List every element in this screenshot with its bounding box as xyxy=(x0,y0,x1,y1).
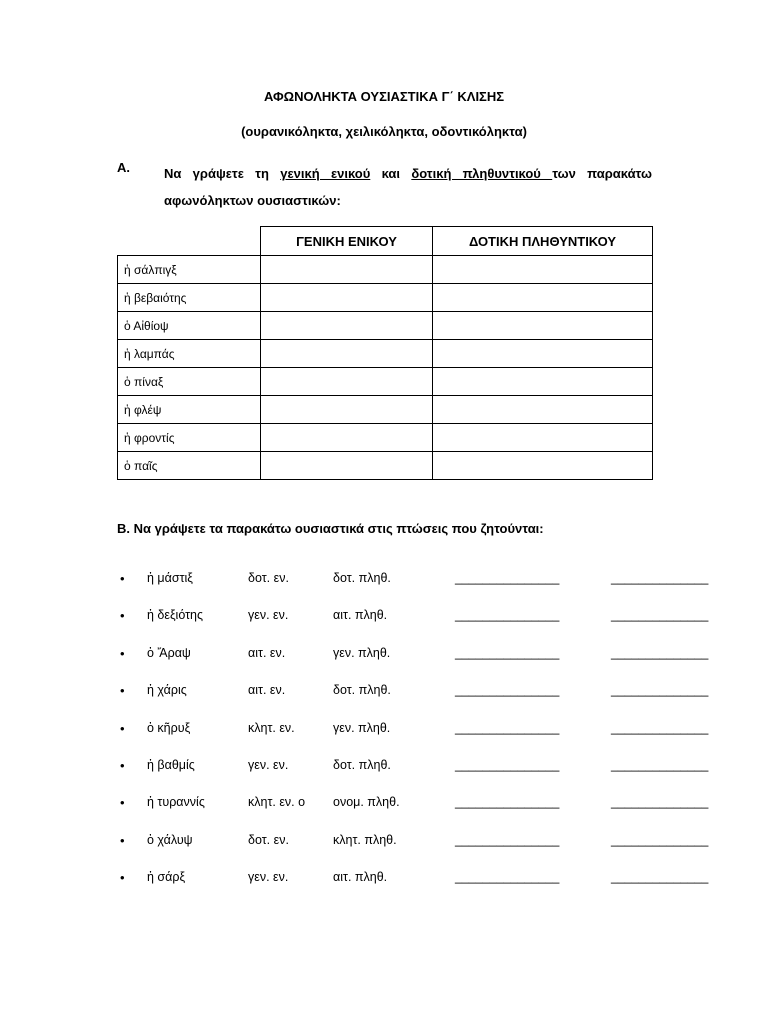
exercise-case-plural: γεν. πληθ. xyxy=(333,721,391,735)
exercise-case-plural: κλητ. πληθ. xyxy=(333,833,397,847)
bullet-icon: • xyxy=(120,795,125,810)
exercise-item xyxy=(0,870,768,890)
dative-answer-cell[interactable] xyxy=(433,340,653,368)
bullet-icon: • xyxy=(120,758,125,773)
instruction-underlined-dative: δοτική πληθυντικού xyxy=(411,166,553,181)
exercise-item xyxy=(0,721,768,741)
answer-blank-plural[interactable]: ______________ xyxy=(611,758,709,772)
answer-blank-plural[interactable]: ______________ xyxy=(611,833,709,847)
bullet-icon: • xyxy=(120,608,125,623)
noun-cell: ὁ πίναξ xyxy=(118,368,261,396)
answer-blank-singular[interactable]: _______________ xyxy=(455,795,560,809)
page-title: ΑΦΩΝΟΛΗΚΤΑ ΟΥΣΙΑΣΤΙΚΑ Γ΄ ΚΛΙΣΗΣ xyxy=(263,89,505,104)
answer-blank-plural[interactable]: ______________ xyxy=(611,795,709,809)
instruction-underlined-genitive: γενική ενικού xyxy=(280,166,371,181)
table-row xyxy=(118,452,653,480)
answer-blank-singular[interactable]: _______________ xyxy=(455,571,560,585)
bullet-icon: • xyxy=(120,833,125,848)
bullet-icon: • xyxy=(120,870,125,885)
genitive-answer-cell[interactable] xyxy=(261,396,433,424)
exercise-case-plural: αιτ. πληθ. xyxy=(333,870,388,884)
noun-cell: ἡ φλέψ xyxy=(118,396,261,424)
table-row xyxy=(118,424,653,452)
genitive-answer-cell[interactable] xyxy=(261,256,433,284)
table-row xyxy=(118,368,653,396)
exercise-item xyxy=(0,758,768,778)
exercise-item xyxy=(0,608,768,628)
bullet-icon: • xyxy=(120,646,125,661)
exercise-noun: ἡ δεξιότης xyxy=(147,608,204,622)
exercise-case-singular: κλητ. εν. xyxy=(248,721,295,735)
table-header-row xyxy=(118,227,653,256)
noun-cell: ἡ φροντίς xyxy=(118,424,261,452)
instruction-text: Να γράψετε τη xyxy=(164,166,281,181)
dative-answer-cell[interactable] xyxy=(433,396,653,424)
section-a-label: Α. xyxy=(117,160,130,175)
header-genitive-singular: ΓΕΝΙΚΗ ΕΝΙΚΟΥ xyxy=(261,227,433,256)
exercise-item xyxy=(0,833,768,853)
dative-answer-cell[interactable] xyxy=(433,424,653,452)
exercise-noun: ἡ μάστιξ xyxy=(147,571,193,585)
section-a-instruction xyxy=(164,160,652,214)
table-row xyxy=(118,340,653,368)
answer-blank-singular[interactable]: _______________ xyxy=(455,646,560,660)
exercise-case-plural: ονομ. πληθ. xyxy=(333,795,400,809)
bullet-icon: • xyxy=(120,571,125,586)
genitive-answer-cell[interactable] xyxy=(261,284,433,312)
instruction-text: και xyxy=(370,166,412,181)
genitive-answer-cell[interactable] xyxy=(261,340,433,368)
exercise-case-plural: δοτ. πληθ. xyxy=(333,571,391,585)
exercise-item xyxy=(0,795,768,815)
genitive-answer-cell[interactable] xyxy=(261,312,433,340)
exercise-case-plural: δοτ. πληθ. xyxy=(333,758,391,772)
exercise-case-plural: δοτ. πληθ. xyxy=(333,683,391,697)
exercise-case-plural: γεν. πληθ. xyxy=(333,646,391,660)
exercise-case-singular: γεν. εν. xyxy=(248,870,289,884)
exercise-noun: ἡ χάρις xyxy=(147,683,187,697)
exercise-case-singular: δοτ. εν. xyxy=(248,833,289,847)
bullet-icon: • xyxy=(120,721,125,736)
exercise-item xyxy=(0,646,768,666)
exercise-case-singular: αιτ. εν. xyxy=(248,646,286,660)
answer-blank-singular[interactable]: _______________ xyxy=(455,721,560,735)
exercise-item xyxy=(0,571,768,591)
answer-blank-singular[interactable]: _______________ xyxy=(455,758,560,772)
header-dative-plural: ΔΟΤΙΚΗ ΠΛΗΘΥΝΤΙΚΟΥ xyxy=(433,227,653,256)
dative-answer-cell[interactable] xyxy=(433,452,653,480)
exercise-noun: ὁ χάλυψ xyxy=(147,833,193,847)
answer-blank-plural[interactable]: ______________ xyxy=(611,870,709,884)
exercise-case-singular: γεν. εν. xyxy=(248,608,289,622)
table-body xyxy=(118,256,653,480)
exercise-case-singular: γεν. εν. xyxy=(248,758,289,772)
dative-answer-cell[interactable] xyxy=(433,284,653,312)
exercise-noun: ἡ τυραννίς xyxy=(147,795,205,809)
table-row xyxy=(118,396,653,424)
dative-answer-cell[interactable] xyxy=(433,368,653,396)
exercise-noun: ὁ κῆρυξ xyxy=(147,721,191,735)
exercise-noun: ἡ σάρξ xyxy=(147,870,186,884)
noun-table xyxy=(117,226,653,480)
answer-blank-plural[interactable]: ______________ xyxy=(611,683,709,697)
dative-answer-cell[interactable] xyxy=(433,312,653,340)
table-row xyxy=(118,312,653,340)
genitive-answer-cell[interactable] xyxy=(261,452,433,480)
page-subtitle: (ουρανικόληκτα, χειλικόληκτα, οδοντικόληκτα) xyxy=(241,124,527,139)
answer-blank-plural[interactable]: ______________ xyxy=(611,646,709,660)
exercise-item xyxy=(0,683,768,703)
noun-cell: ἡ λαμπάς xyxy=(118,340,261,368)
answer-blank-singular[interactable]: _______________ xyxy=(455,870,560,884)
table-row xyxy=(118,256,653,284)
exercise-case-plural: αιτ. πληθ. xyxy=(333,608,388,622)
answer-blank-singular[interactable]: _______________ xyxy=(455,833,560,847)
instruction-text: των παρακάτω αφωνόληκτων ουσιαστικών: xyxy=(164,166,652,208)
answer-blank-singular[interactable]: _______________ xyxy=(455,683,560,697)
answer-blank-plural[interactable]: ______________ xyxy=(611,608,709,622)
noun-cell: ἡ σάλπιγξ xyxy=(118,256,261,284)
bullet-icon: • xyxy=(120,683,125,698)
table-corner-cell xyxy=(118,227,261,256)
noun-cell: ὁ παῖς xyxy=(118,452,261,480)
noun-cell: ἡ βεβαιότης xyxy=(118,284,261,312)
answer-blank-singular[interactable]: _______________ xyxy=(455,608,560,622)
exercise-noun: ἡ βαθμίς xyxy=(147,758,195,772)
section-b-heading: Β. Να γράψετε τα παρακάτω ουσιαστικά στις πτώσεις που ζητούνται: xyxy=(117,521,544,536)
exercise-case-singular: κλητ. εν. ο xyxy=(248,795,306,809)
exercise-case-singular: αιτ. εν. xyxy=(248,683,286,697)
exercise-noun: ὁ Ἄραψ xyxy=(147,646,191,660)
dative-answer-cell[interactable] xyxy=(433,256,653,284)
answer-blank-plural[interactable]: ______________ xyxy=(611,571,709,585)
noun-cell: ὁ Αἰθίοψ xyxy=(118,312,261,340)
table-row xyxy=(118,284,653,312)
genitive-answer-cell[interactable] xyxy=(261,424,433,452)
exercise-case-singular: δοτ. εν. xyxy=(248,571,289,585)
answer-blank-plural[interactable]: ______________ xyxy=(611,721,709,735)
genitive-answer-cell[interactable] xyxy=(261,368,433,396)
